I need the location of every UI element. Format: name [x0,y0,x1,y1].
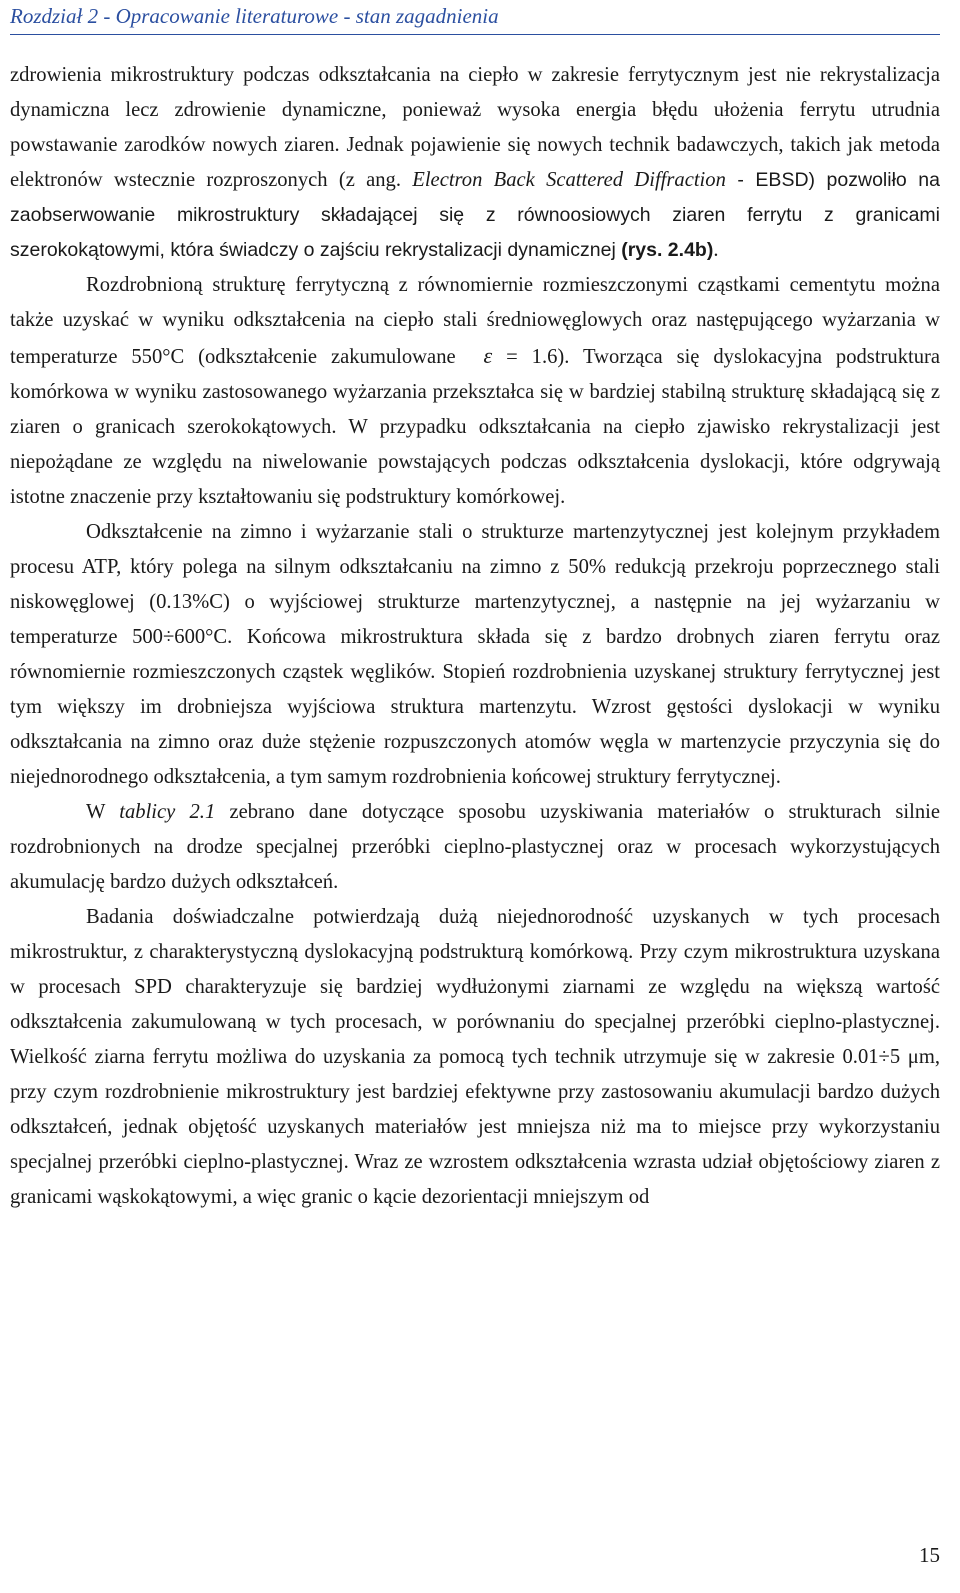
paragraph-4-text-a: W [86,801,120,823]
paragraph-4-text-c: zebrano dane dotyczące sposobu uzyskiwania materiałów o strukturach silnie rozdrobnionych na drodze specjalnej przeróbki cieplno-plastycznej oraz w procesach wykorzystujących akumulację bardzo dużych odkształceń. [10,801,940,893]
paragraph-2 [10,268,940,515]
paragraph-2-text-c: Tworząca się dyslokacyjna podstruktura komórkowa w wyniku zastosowanego wyżarzania przekształca się w bardziej stabilną strukturę składającą się z ziaren o granicach szerokokątowych. W przypadku odkształcania na ciepło zjawisko rekrystalizacji jest niepożądane ze względu na niwelowanie powstających podczas odkształcenia dyslokacji, które odgrywają istotne znaczenie przy kształtowaniu się podstruktury komórkowej. [10,346,941,508]
paragraph-3: Odkształcenie na zimno i wyżarzanie stali o strukturze martenzytycznej jest kolejnym przykładem procesu ATP, który polega na silnym odkształcaniu na zimno z 50% redukcją przekroju poprzecznego stali niskowęglowej (0.13%C) o wyjściowej strukturze martenzytycznej, a następnie na jej wyżarzaniu w temperaturze 500÷600°C. Końcowa mikrostruktura składa się z bardzo drobnych ziaren ferrytu oraz równomiernie rozmieszczonych cząstek węglików. Stopień rozdrobnienia uzyskanej struktury ferrytycznej jest tym większy im drobniejsza wyjściowa struktura martenzytu. Wzrost gęstości dyslokacji w wyniku odkształcania na zimno oraz duże stężenie rozpuszczonych atomów węgla w martenzycie przyczynia się do niejednorodnego odkształcenia, a tym samym rozdrobnienia końcowej struktury ferrytycznej. [10,521,940,788]
figure-reference: (rys. 2.4b) [621,239,714,261]
paragraph-4 [10,795,940,900]
table-reference: tablicy 2.1 [119,801,216,823]
paragraph-5: Badania doświadczalne potwierdzają dużą niejednorodność uzyskanych w tych procesach mikrostruktur, z charakterystyczną dyslokacyjną podstrukturą komórkową. Przy czym mikrostruktura uzyskana w procesach SPD charakteryzuje się bardziej wydłużonymi ziarnami ze względu na większą wartość odkształcenia zakumulowaną w tych procesach, w porównaniu do specjalnej przeróbki cieplno-plastycznej. Wielkość ziarna ferrytu możliwa do uzyskania za pomocą tych technik utrzymuje się w zakresie 0.01÷5 μm, przy czym rozdrobnienie mikrostruktury jest bardziej efektywne przy zastosowaniu akumulacji bardzo dużych odkształceń, jednak objętość uzyskanych materiałów jest mniejsza niż ma to miejsce przy wykorzystaniu specjalnej przeróbki cieplno-plastycznej. Wraz ze wzrostem odkształcenia wzrasta udział objętościowy ziaren z granicami wąskokątowymi, a więc granic o kącie dezorientacji mniejszym od [10,906,940,1208]
page-number: 15 [919,1543,940,1567]
paragraph-1-text-c: - EBSD) pozwoliło na zaobserwowanie mikrostruktury składającej się z równoosiowych ziaren ferrytu z granicami szerokokątowymi, która świadczy o zajściu rekrystalizacji dynamicznej [10,169,940,261]
paragraph-1 [10,58,940,268]
paragraph-2-text-a: Rozdrobnioną strukturę ferrytyczną z równomiernie rozmieszczonymi cząstkami cementytu można także uzyskać w wyniku odkształcenia na ciepło stali średniowęglowych oraz następującego wyżarzania w temperaturze 550°C (odkształcenie zakumulowane [10,274,940,368]
paragraph-1-text-a: zdrowienia mikrostruktury podczas odkształcania na ciepło w zakresie ferrytycznym jest nie rekrystalizacja dynamiczna lecz zdrowienie dynamiczne, ponieważ wysoka energia błędu ułożenia ferrytu utrudnia powstawanie zarodków nowych ziaren. Jednak pojawienie się nowych technik badawczych, takich jak metoda elektronów wstecznie rozproszonych (z ang. [10,64,940,191]
ebsd-term: Electron Back Scattered Diffraction [412,169,726,191]
epsilon-symbol: ε [483,343,493,368]
chapter-title: Rozdział 2 - Opracowanie literaturowe - stan zagadnienia [10,4,499,28]
paragraph-2-text-b: = 1.6). [492,346,583,368]
paragraph-1-text-e: . [713,239,719,261]
running-header [10,2,940,35]
document-body [10,58,940,1215]
